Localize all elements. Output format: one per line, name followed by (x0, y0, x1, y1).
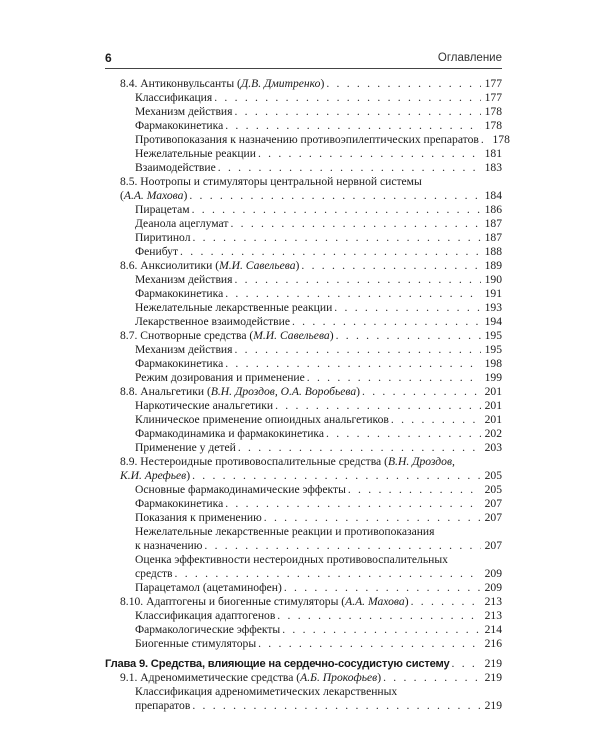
toc-entry-text: Фармакокинетика (135, 287, 224, 300)
toc-entry[interactable] (105, 469, 502, 483)
toc-entry-title (135, 161, 218, 175)
toc-entry[interactable] (105, 133, 510, 147)
dot-leader (234, 343, 481, 357)
toc-entry[interactable] (105, 245, 502, 259)
toc-entry-title (135, 539, 204, 553)
toc-entry-author: К.И. Арефьев (120, 469, 187, 482)
toc-entry-title (120, 329, 336, 343)
toc-entry-text: Механизм действия (135, 343, 233, 356)
dot-leader (277, 609, 481, 623)
dot-leader (411, 595, 481, 609)
toc-page-number: 187 (484, 217, 502, 230)
toc-entry-title (120, 385, 362, 399)
toc-entry-title (120, 259, 301, 273)
dot-leader (307, 371, 481, 385)
toc-entry[interactable] (105, 119, 502, 133)
toc-page-number: 214 (484, 623, 502, 636)
toc-page-number: 213 (484, 609, 502, 622)
toc-entry-line (105, 685, 502, 699)
toc-entry-text: Показания к применению (135, 511, 262, 524)
toc-page-number: 207 (484, 511, 502, 524)
toc-entry-text: Нежелательные лекарственные реакции (135, 301, 333, 314)
toc-entry-text: Лекарственное взаимодействие (135, 315, 290, 328)
header-rule (105, 68, 502, 69)
toc-page-number: 189 (484, 259, 502, 272)
close-paren: ) (295, 259, 300, 272)
toc-entry-title-cont: к назначению (135, 539, 203, 552)
toc-entry-title (135, 315, 292, 329)
dot-leader (326, 427, 481, 441)
toc-page-number: 188 (484, 245, 502, 258)
toc-entry-title: Нежелательные лекарственные реакции и противопоказания (135, 525, 435, 538)
toc-entry-title: Оценка эффективности нестероидных противовоспалительных (135, 553, 448, 566)
toc-entry-title (135, 609, 277, 623)
dot-leader (284, 581, 481, 595)
toc-entry-text: Пиритинол (135, 231, 191, 244)
toc-entry-text: Фармакодинамика и фармакокинетика (135, 427, 325, 440)
toc-page-number: 178 (492, 133, 510, 146)
toc-page-number: 181 (484, 147, 502, 160)
toc-entry-title (135, 371, 307, 385)
dot-leader (234, 105, 481, 119)
toc-entry[interactable] (105, 329, 502, 343)
toc-entry[interactable] (105, 657, 502, 671)
toc-page-number: 198 (484, 357, 502, 370)
dot-leader (258, 147, 481, 161)
toc-entry[interactable] (105, 147, 502, 161)
page-number: 6 (105, 51, 112, 65)
close-paren: ) (329, 329, 334, 342)
toc-page-number: 207 (484, 497, 502, 510)
toc-entry-title (120, 595, 411, 609)
toc-entry-title (135, 399, 275, 413)
toc-entry-title (120, 671, 383, 685)
dot-leader (336, 329, 481, 343)
toc-entry-text: 8.6. Анксиолитики ( (120, 259, 220, 272)
dot-leader (238, 441, 481, 455)
dot-leader (481, 133, 489, 147)
toc-entry[interactable] (105, 77, 502, 91)
toc-entry-text: Нежелательные реакции (135, 147, 256, 160)
toc-entry-title-cont: препаратов (135, 699, 191, 712)
close-paren: ) (183, 189, 188, 202)
toc-entry[interactable] (105, 203, 502, 217)
toc-entry-title (135, 413, 391, 427)
close-paren: ) (377, 671, 382, 684)
dot-leader (225, 287, 481, 301)
toc-page-number: 205 (484, 483, 502, 496)
close-paren: ) (186, 469, 191, 482)
toc-entry-text: Применение у детей (135, 441, 236, 454)
toc-entry-title (135, 623, 282, 637)
toc-page-number: 201 (484, 413, 502, 426)
toc-entry-text: Фармакокинетика (135, 357, 224, 370)
close-paren: ) (320, 77, 325, 90)
toc-entry-title (135, 133, 481, 147)
close-paren: ) (404, 595, 409, 608)
dot-leader (264, 511, 481, 525)
toc-entry-title (135, 357, 225, 371)
toc-page-number: 178 (484, 105, 502, 118)
toc-entry[interactable] (105, 595, 502, 609)
toc-page-number: 209 (484, 581, 502, 594)
dot-leader (383, 671, 481, 685)
toc-entry-text: Механизм действия (135, 105, 233, 118)
dot-leader (192, 231, 481, 245)
toc-page-number: 219 (484, 671, 502, 684)
dot-leader (230, 217, 481, 231)
dot-leader (180, 245, 481, 259)
toc-entry[interactable] (105, 567, 502, 581)
toc-entry-text: Классификация (135, 91, 213, 104)
toc-entry[interactable] (105, 623, 502, 637)
toc-entry[interactable] (105, 483, 502, 497)
toc-page-number: 205 (484, 469, 502, 482)
toc-entry[interactable] (105, 287, 502, 301)
toc-entry-author: В.Н. Дроздов, (387, 455, 455, 468)
toc-entry-text: Парацетамол (ацетаминофен) (135, 581, 282, 594)
toc-entry-text: Взаимодействие (135, 161, 216, 174)
toc-entry-text: Фенибут (135, 245, 179, 258)
dot-leader (192, 203, 481, 217)
toc-entry-text: 9.1. Адреномиметические средства ( (120, 671, 301, 684)
toc-entry-text: Глава 9. Средства, влияющие на сердечно-сосудистую систему (105, 658, 450, 670)
toc-entry-title (105, 657, 452, 671)
toc-entry-title-cont: средств (135, 567, 173, 580)
toc-page-number: 201 (484, 385, 502, 398)
toc-entry[interactable] (105, 371, 502, 385)
toc-entry-title: 8.9. Нестероидные противовоспалительные средства ( (120, 455, 388, 468)
toc-entry-title: Классификация адреномиметических лекарственных (135, 685, 398, 698)
toc-entry-text: Фармакокинетика (135, 497, 224, 510)
toc-entry-title (135, 637, 258, 651)
table-of-contents (105, 77, 510, 713)
toc-entry-line (105, 553, 502, 567)
toc-entry[interactable] (105, 609, 502, 623)
dot-leader (334, 301, 481, 315)
dot-leader (282, 623, 481, 637)
toc-entry-title (135, 483, 348, 497)
toc-page-number: 216 (484, 637, 502, 650)
toc-entry-text: Классификация адаптогенов (135, 609, 276, 622)
toc-entry-line (105, 525, 502, 539)
dot-leader (192, 699, 481, 713)
toc-page-number: 186 (484, 203, 502, 216)
dot-leader (189, 189, 481, 203)
toc-page-number: 184 (484, 189, 502, 202)
dot-leader (234, 273, 481, 287)
toc-entry-author: М.И. Савельева (253, 329, 330, 342)
toc-entry-author: А.Б. Прокофьев (300, 671, 378, 684)
toc-page-number: 183 (484, 161, 502, 174)
page-header (105, 51, 502, 67)
dot-leader (218, 161, 481, 175)
toc-entry-title (135, 427, 326, 441)
toc-entry[interactable] (105, 399, 502, 413)
toc-entry[interactable] (105, 497, 502, 511)
toc-entry-text: 8.7. Снотворные средства ( (120, 329, 254, 342)
toc-entry-title (135, 105, 234, 119)
toc-entry[interactable] (105, 637, 502, 651)
close-paren: ) (356, 385, 360, 398)
dot-leader (452, 657, 482, 671)
toc-entry-title (135, 203, 192, 217)
toc-entry-title (135, 567, 175, 581)
toc-entry-title (135, 343, 234, 357)
dot-leader (326, 77, 481, 91)
toc-entry-title (120, 469, 192, 483)
dot-leader (258, 637, 481, 651)
toc-entry[interactable] (105, 357, 502, 371)
toc-entry-title (135, 441, 238, 455)
toc-entry[interactable] (105, 91, 502, 105)
toc-entry-text: Биогенные стимуляторы (135, 637, 257, 650)
toc-entry[interactable] (105, 385, 502, 399)
toc-entry-text: Наркотические анальгетики (135, 399, 274, 412)
toc-entry[interactable] (105, 217, 502, 231)
toc-entry[interactable] (105, 671, 502, 685)
toc-entry-title (120, 189, 189, 203)
toc-entry-text: 8.4. Антиконвульсанты ( (120, 77, 241, 90)
toc-page-number: 190 (484, 273, 502, 286)
dot-leader (225, 119, 481, 133)
toc-entry-text: Механизм действия (135, 273, 233, 286)
toc-entry-title (135, 511, 264, 525)
toc-page-number: 202 (484, 427, 502, 440)
toc-entry-title (135, 245, 180, 259)
toc-entry-text: 8.8. Анальгетики ( (120, 385, 211, 398)
toc-entry-author: М.И. Савельева (219, 259, 296, 272)
toc-entry-title (135, 287, 225, 301)
open-paren: ( (120, 189, 124, 202)
dot-leader (225, 497, 481, 511)
dot-leader (292, 315, 481, 329)
toc-entry[interactable] (105, 161, 502, 175)
toc-entry[interactable] (105, 105, 502, 119)
dot-leader (175, 567, 481, 581)
toc-entry[interactable] (105, 581, 502, 595)
toc-page-number: 177 (484, 91, 502, 104)
toc-entry[interactable] (105, 413, 502, 427)
toc-entry[interactable] (105, 259, 502, 273)
toc-entry-text: Противопоказания к назначению противоэпилептических препаратов (135, 133, 479, 146)
toc-entry-text: Клиническое применение опиоидных анальгетиков (135, 413, 389, 426)
toc-entry[interactable] (105, 273, 502, 287)
toc-entry[interactable] (105, 315, 502, 329)
dot-leader (391, 413, 481, 427)
toc-entry[interactable] (105, 427, 502, 441)
toc-entry-title (135, 217, 230, 231)
toc-entry-text: Фармакокинетика (135, 119, 224, 132)
toc-entry-text: 8.10. Адаптогены и биогенные стимуляторы ( (120, 595, 346, 608)
dot-leader (214, 91, 481, 105)
toc-page-number: 177 (484, 77, 502, 90)
toc-page-number: 219 (484, 699, 502, 712)
toc-entry[interactable] (105, 189, 502, 203)
toc-entry-title (135, 147, 258, 161)
toc-entry[interactable] (105, 539, 502, 553)
toc-entry-text: Пирацетам (135, 203, 190, 216)
toc-entry-author: В.Н. Дроздов, О.А. Воробьева (210, 385, 357, 398)
toc-entry-author: Д.В. Дмитренко (240, 77, 321, 90)
toc-entry-title (120, 77, 326, 91)
toc-entry-line (105, 455, 502, 469)
toc-page-number: 207 (484, 539, 502, 552)
toc-entry-title (135, 301, 334, 315)
toc-entry-title: 8.5. Ноотропы и стимуляторы центральной нервной системы (120, 175, 422, 188)
dot-leader (362, 385, 481, 399)
toc-entry-title (135, 273, 234, 287)
toc-entry[interactable] (105, 511, 502, 525)
toc-entry-text: Основные фармакодинамические эффекты (135, 483, 346, 496)
toc-entry[interactable] (105, 301, 502, 315)
toc-entry[interactable] (105, 441, 502, 455)
toc-entry-title (135, 119, 225, 133)
toc-entry-title (135, 699, 192, 713)
dot-leader (275, 399, 481, 413)
toc-page-number: 219 (484, 657, 502, 670)
toc-page-number: 194 (484, 315, 502, 328)
toc-page-number: 187 (484, 231, 502, 244)
toc-entry-text: Фармакологические эффекты (135, 623, 281, 636)
toc-page-number: 201 (484, 399, 502, 412)
toc-entry-title (135, 91, 214, 105)
toc-entry-title (135, 581, 284, 595)
toc-entry-line (105, 175, 502, 189)
dot-leader (204, 539, 481, 553)
toc-page-number: 178 (484, 119, 502, 132)
toc-page-number: 191 (484, 287, 502, 300)
running-title: Оглавление (437, 52, 502, 64)
dot-leader (192, 469, 481, 483)
toc-entry-title (135, 497, 225, 511)
toc-entry-text: Режим дозирования и применение (135, 371, 305, 384)
toc-entry-text: Деанола ацеглумат (135, 217, 229, 230)
toc-entry[interactable] (105, 231, 502, 245)
toc-page-number: 195 (484, 343, 502, 356)
dot-leader (348, 483, 481, 497)
toc-page-number: 193 (484, 301, 502, 314)
toc-entry[interactable] (105, 699, 502, 713)
dot-leader (225, 357, 481, 371)
toc-entry[interactable] (105, 343, 502, 357)
toc-page-number: 203 (484, 441, 502, 454)
toc-page-number: 209 (484, 567, 502, 580)
toc-page-number: 213 (484, 595, 502, 608)
toc-entry-title (135, 231, 192, 245)
toc-page-number: 199 (484, 371, 502, 384)
toc-entry-author: А.А. Махова (345, 595, 405, 608)
toc-page-number: 195 (484, 329, 502, 342)
dot-leader (301, 259, 481, 273)
toc-entry-author: А.А. Махова (123, 189, 184, 202)
